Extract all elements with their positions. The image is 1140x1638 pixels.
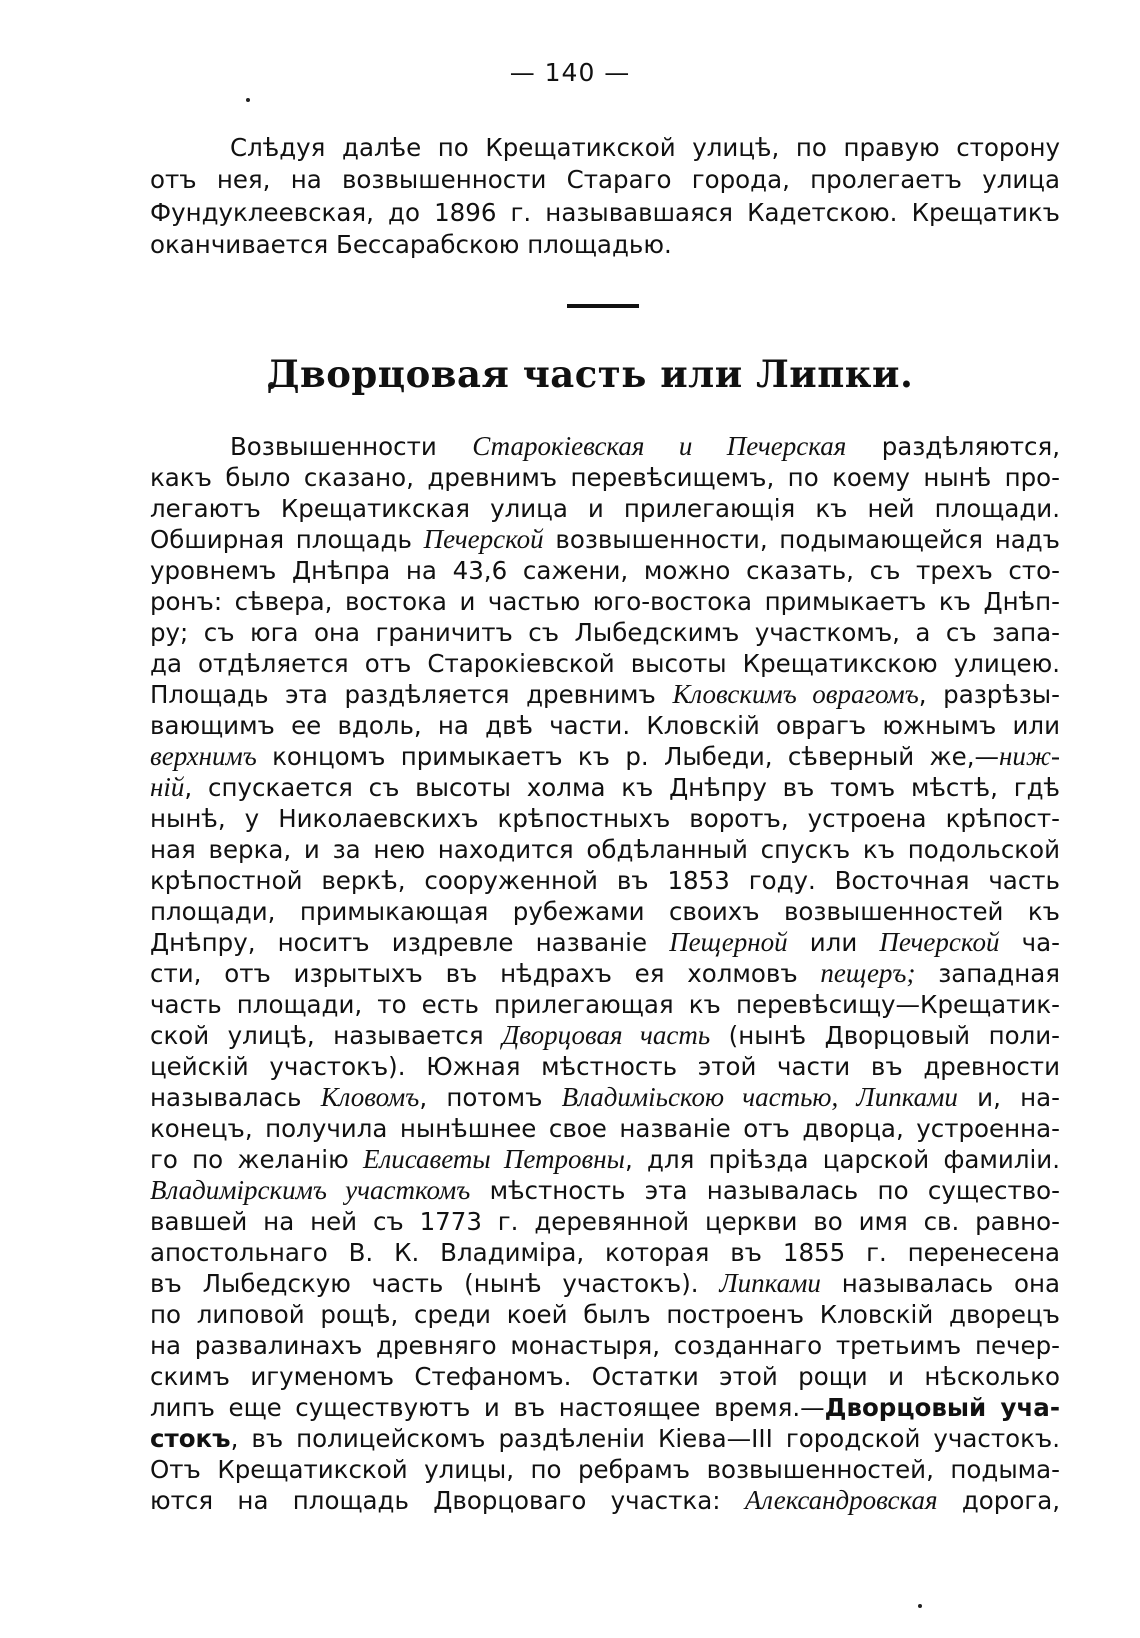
text-run: крѣпостной веркѣ, сооруженной въ 1853 году. Восточная часть — [150, 866, 1060, 895]
text-run: и, на- — [957, 1083, 1060, 1112]
text-run: Днѣпру, носитъ издревле названіе — [150, 928, 670, 957]
italic-term: Старокіевская и Печерская — [472, 431, 847, 461]
text-line — [150, 1237, 1060, 1268]
text-line — [150, 555, 1060, 586]
text-line — [150, 927, 1060, 958]
text-line — [150, 648, 1060, 679]
text-run: вающимъ ее вдоль, на двѣ части. Кловскій оврагъ южнымъ или — [150, 711, 1060, 740]
italic-term: Александровская — [744, 1485, 938, 1515]
text-line — [150, 865, 1060, 896]
text-run: концомъ примыкаетъ къ р. Лыбеди, сѣверный же,— — [256, 742, 999, 771]
text-line — [150, 197, 1060, 229]
text-run: отъ нея, на возвышенности Стараго города, пролегаетъ улица — [150, 165, 1060, 195]
italic-term: Кловскимъ оврагомъ — [672, 679, 919, 709]
text-run: Слѣдуя далѣе по Крещатикской улицѣ, по правую сторону — [230, 133, 1060, 162]
text-line — [150, 679, 1060, 710]
bold-term: Дворцовый уча- — [824, 1393, 1060, 1422]
text-run: ру; съ юга она граничитъ съ Лыбедскимъ участкомъ, а съ запа- — [150, 618, 1060, 647]
text-run: Фундуклеевская, до 1896 г. называвшаяся Кадетскою. Крещатикъ — [150, 197, 1060, 227]
print-speck — [246, 98, 250, 102]
text-line — [150, 586, 1060, 617]
body-paragraph — [150, 431, 1060, 1516]
text-run: мѣстность эта называлась по существо- — [470, 1176, 1060, 1205]
text-line — [150, 741, 1060, 772]
text-run: апостольнаго В. К. Владиміра, которая въ 1855 г. перенесена — [150, 1238, 1060, 1267]
text-line — [150, 989, 1060, 1020]
text-run: Площадь эта раздѣляется древнимъ — [150, 680, 673, 709]
text-line — [150, 132, 1060, 164]
text-run: по липовой рощѣ, среди коей былъ построенъ Кловскій дворецъ — [150, 1300, 1060, 1329]
text-line — [150, 493, 1060, 524]
text-line — [150, 431, 1060, 462]
text-run: (нынѣ Дворцовый поли- — [710, 1021, 1060, 1050]
text-line — [150, 1423, 1060, 1454]
text-run: да отдѣляется отъ Старокіевской высоты Крещатикскою улицею. — [150, 649, 1060, 678]
italic-term: Дворцовая часть — [502, 1020, 711, 1050]
text-run: , спускается съ высоты холма къ Днѣпру въ томъ мѣстѣ, гдѣ — [184, 773, 1060, 802]
text-run: Отъ Крещатикской улицы, по ребрамъ возвышенностей, подыма- — [150, 1455, 1060, 1484]
italic-term: Владимірскимъ участкомъ — [150, 1175, 471, 1205]
text-run: возвышенности, подымающейся надъ — [543, 525, 1060, 554]
text-run: цейскій участокъ). Южная мѣстность этой части въ древности — [150, 1052, 1060, 1081]
text-run: , въ полицейскомъ раздѣленіи Кіева—III городской участокъ. — [230, 1424, 1060, 1453]
text-run: , потомъ — [419, 1083, 562, 1112]
text-run: , для пріѣзда царской фамиліи. — [624, 1145, 1060, 1174]
print-speck — [918, 1604, 922, 1608]
text-line — [150, 1175, 1060, 1206]
text-run: на развалинахъ древняго монастыря, созданнаго третьимъ печер- — [150, 1331, 1060, 1360]
italic-term: Пещерной — [669, 927, 788, 957]
section-divider — [567, 304, 639, 308]
text-run: западная — [915, 959, 1060, 988]
text-line — [150, 1299, 1060, 1330]
text-run: легаютъ Крещатикская улица и прилегающія къ ней площади. — [150, 494, 1060, 523]
text-run: раздѣляются, — [846, 432, 1060, 461]
italic-term: Владиміьскою частью, Липками — [561, 1082, 958, 1112]
text-run: конецъ, получила нынѣшнее свое названіе отъ дворца, устроенна- — [150, 1114, 1060, 1143]
italic-term: Липками — [719, 1268, 821, 1298]
text-run: нынѣ, у Николаевскихъ крѣпостныхъ воротъ, устроена крѣпост- — [150, 804, 1060, 833]
text-line — [150, 229, 1060, 261]
italic-term: пещеръ; — [820, 958, 916, 988]
page-number: — 140 — — [509, 58, 631, 87]
text-line — [150, 1144, 1060, 1175]
intro-paragraph — [150, 132, 1060, 261]
text-line — [150, 1485, 1060, 1516]
text-line — [150, 1082, 1060, 1113]
text-run: ются на площадь Дворцоваго участка: — [150, 1486, 745, 1515]
text-run: площади, примыкающая рубежами своихъ возвышенностей къ — [150, 897, 1060, 926]
text-line — [150, 1268, 1060, 1299]
text-line — [150, 772, 1060, 803]
text-line — [150, 1020, 1060, 1051]
text-run: называлась — [150, 1083, 321, 1112]
text-run: , разрѣзы- — [918, 680, 1060, 709]
text-line — [150, 164, 1060, 196]
text-line — [150, 1051, 1060, 1082]
text-line — [150, 958, 1060, 989]
text-line — [150, 710, 1060, 741]
bold-term: стокъ — [150, 1424, 231, 1453]
text-run: уровнемъ Днѣпра на 43,6 сажени, можно сказать, съ трехъ сто- — [150, 556, 1060, 585]
italic-term: Печерской — [423, 524, 544, 554]
text-line — [150, 462, 1060, 493]
text-run: ронъ: сѣвера, востока и частью юго-востока примыкаетъ къ Днѣп- — [150, 587, 1060, 616]
section-heading: Дворцовая часть или Липки. — [266, 352, 914, 396]
italic-term: верхнимъ — [150, 741, 257, 771]
text-run: Возвышенности — [230, 432, 473, 461]
text-run: го по желанію — [150, 1145, 363, 1174]
text-run: дорога, — [937, 1486, 1060, 1515]
text-line — [150, 896, 1060, 927]
text-run: какъ было сказано, древнимъ перевѣсищемъ, по коему нынѣ про- — [150, 463, 1060, 492]
text-run: въ Лыбедскую часть (нынѣ участокъ). — [150, 1269, 720, 1298]
text-line — [150, 617, 1060, 648]
text-run: сти, отъ изрытыхъ въ нѣдрахъ ея холмовъ — [150, 959, 821, 988]
italic-term: Печерской — [879, 927, 1000, 957]
text-run: ная верка, и за нею находится обдѣланный спускъ къ подольской — [150, 835, 1060, 864]
text-line — [150, 1206, 1060, 1237]
text-run: вавшей на ней съ 1773 г. деревянной церкви во имя св. равно- — [150, 1207, 1060, 1236]
text-line — [150, 1392, 1060, 1423]
text-line — [150, 834, 1060, 865]
text-line — [150, 1113, 1060, 1144]
text-line — [150, 1330, 1060, 1361]
text-run: часть площади, то есть прилегающая къ перевѣсищу—Крещатик- — [150, 990, 1060, 1019]
text-line — [150, 1454, 1060, 1485]
text-run: или — [787, 928, 880, 957]
italic-term: Кловомъ — [320, 1082, 420, 1112]
text-run: ча- — [999, 928, 1060, 957]
text-run: Обширная площадь — [150, 525, 424, 554]
text-run: оканчивается Бессарабскою площадью. — [150, 229, 672, 259]
text-run: ской улицѣ, называется — [150, 1021, 503, 1050]
text-run: называлась она — [820, 1269, 1060, 1298]
text-line — [150, 1361, 1060, 1392]
text-run: скимъ игуменомъ Стефаномъ. Остатки этой рощи и нѣсколько — [150, 1362, 1060, 1391]
italic-term: ній — [150, 772, 185, 802]
text-line — [150, 803, 1060, 834]
text-line — [150, 524, 1060, 555]
text-run: липъ еще существуютъ и въ настоящее время.— — [150, 1393, 825, 1422]
italic-term: ниж- — [998, 741, 1060, 771]
italic-term: Елисаветы Петровны — [363, 1144, 625, 1174]
